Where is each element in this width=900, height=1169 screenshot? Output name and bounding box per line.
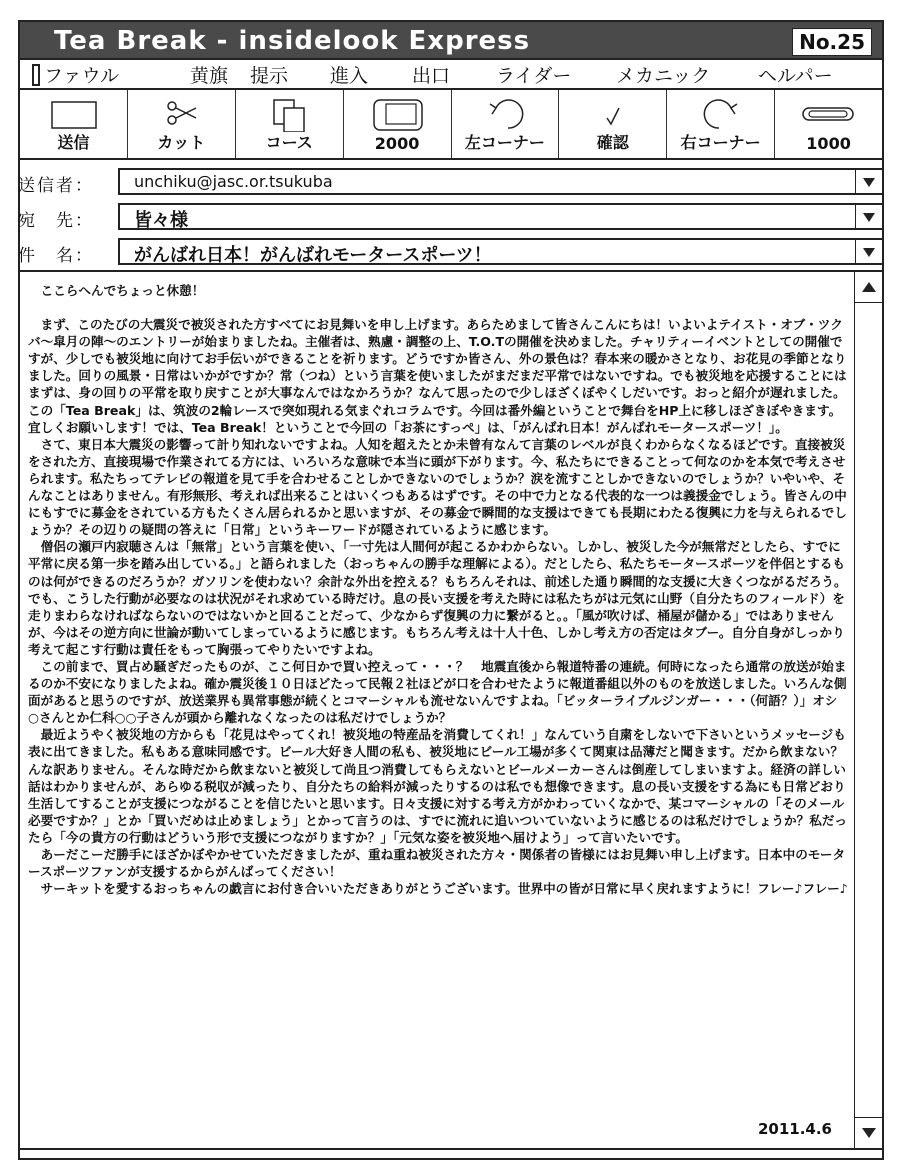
- paragraph: この前まで、買占め騒ぎだったものが、ここ何日かで買い控えって・・・？ 地震直後から報道特番の連続。何時になったら通常の放送が始まるのか不安になりましたよね。確か震災後１０日ほどたって民報２社ほどが口を合わせたように報道番組以外のものを放送しました。いろんな側面があると思うのですが、放送業界も異常事態が続くとコマーシャルも流せないんですよね。「ビッターライブルジンガー・・・（何語？）」オシ○さんとか仁科○○子さんが頭から離れなくなったのは私だけでしょうか？: [28, 658, 847, 726]
- 1000-button[interactable]: [775, 90, 882, 158]
- menu-item-foul[interactable]: ファウル: [44, 65, 120, 87]
- subject-label: 件 名：: [18, 246, 94, 266]
- from-value: unchiku@jasc.or.tsukuba: [134, 172, 333, 191]
- from-label: 送信者：: [18, 176, 94, 196]
- from-dropdown-icon[interactable]: [855, 170, 882, 193]
- confirm-button[interactable]: [559, 90, 667, 158]
- menu-item-board[interactable]: 提示: [250, 65, 289, 87]
- menu-item-entry[interactable]: 進入: [330, 65, 369, 87]
- left-corner-button[interactable]: [452, 90, 560, 158]
- paragraph: さて、東日本大震災の影響って計り知れないですよね。人知を超えたとか未曾有なんて言葉のレベルが良くわからなくなるほどです。直接被災をされた方、直接現場で作業されてる方には、いろいろな意味で本当に頭が下がります。今、私たちにできることって何なのかを本気で考えさせられます。私たちってテレビの報道を見て手を合わせることしかできないのでしょうか？涙を流すことしかできないのでしょうか？いやいや、そんなことはありません。有形無形、考えれば出来ることはいくつもあるはずです。その中で力となる代表的な一つは義援金でしょう。皆さんの中にもすでに募金をされている方もたくさん居られるかと思いますが、その募金で瞬間的な支援はできても長期にわたる復興に力を与えられるでしょうか？その辺りの疑問の答えに「日常」というキーワードが隠されているように感じます。: [28, 436, 847, 538]
- 2000-label: 2000: [374, 134, 420, 153]
- paragraph: 最近ようやく被災地の方からも「花見はやってくれ！被災地の特産品を消費してくれ！」なんていう自粛をしないで下さいというメッセージも表に出てきました。私もある意味同感です。ビール大好き人間の私も、被災地にビール工場が多くて関東は品薄だと聞きます。だから飲まない？んな訳ありません。そんな時だから飲まないと被災して尚且つ消費してもらえないとビールメーカーさんは倒産してしまいますよ。経済の詳しい話はわかりませんが、あらゆる税収が減ったり、自分たちの給料が減ったりするのは私でも想像できます。息の長い支援をする為にも日常どおり生活してすることが支援につながることを信じたいと思います。日々支援に対する考え方がかわっていくなかで、某コマーシャルの「そのメール必要ですか？」とか「買いだめは止めましょう」とかって言うのは、すでに流れに追いついていないように感じるのは私だけでしょうか？私だったら「今の貴方の行動はどういう形で支援につながりますか？」「元気な姿を被災地へ届けよう」って言いたいです。: [28, 727, 847, 845]
- scroll-up-icon[interactable]: [855, 272, 882, 303]
- paragraph: サーキットを愛するおっちゃんの戯言にお付き合いいただきありがとうございます。世界中の皆が日常に早く戻れますように！フレー♪フレー♪: [40, 881, 848, 897]
- menu-item-helper[interactable]: ヘルパー: [758, 65, 833, 87]
- menu-item-yellow-flag[interactable]: 黄旗: [190, 65, 229, 87]
- window-title: Tea Break - insidelook Express: [54, 26, 531, 56]
- send-icon: [20, 98, 127, 132]
- to-value: 皆々様: [134, 210, 188, 231]
- menu-item-rider[interactable]: ライダー: [496, 65, 572, 87]
- right-corner-label: 右コーナー: [680, 133, 761, 152]
- to-field[interactable]: [118, 203, 884, 230]
- confirm-label: 確認: [596, 133, 629, 152]
- issue-number-badge: No.25: [792, 28, 872, 56]
- paperclip-icon: [775, 98, 882, 132]
- course-label: コース: [265, 133, 313, 152]
- paste-icon: [344, 98, 451, 132]
- from-field[interactable]: [118, 168, 884, 195]
- subject-value: がんばれ日本！がんばれモータースポーツ！: [134, 245, 492, 266]
- check-icon: [559, 98, 666, 132]
- paragraph: あーだこーだ勝手にほざかぼやかせていただきましたが、重ね重ね被災された方々・関係者の皆様にはお見舞い申し上げます。日本中のモータースポーツファンが支援するからがんばってください！: [28, 847, 846, 880]
- cut-label: カット: [157, 133, 206, 152]
- scissors-icon: [128, 98, 235, 132]
- send-label: 送信: [57, 133, 90, 152]
- message-date: 2011.4.6: [757, 1120, 832, 1138]
- copy-icon: [236, 98, 343, 132]
- right-corner-button[interactable]: [667, 90, 775, 158]
- 1000-label: 1000: [806, 134, 851, 153]
- left-corner-label: 左コーナー: [464, 133, 545, 152]
- message-body[interactable]: [18, 270, 884, 1150]
- to-dropdown-icon[interactable]: [855, 205, 882, 228]
- scrollbar[interactable]: [854, 272, 882, 1148]
- course-button[interactable]: [236, 90, 344, 158]
- paragraph: 僧侶の瀬戸内寂聴さんは「無常」という言葉を使い、「一寸先は人間何が起こるかわからない。しかし、被災した今が無常だとしたら、すでに平常に戻る第一歩を踏み出している。」と語られました（おっちゃんの勝手な理解による）。だとしたら、私たちモータースポーツを伴侶とするものは何ができるのだろうか？ガソリンを使わない？余計な外出を控える？もちろんそれは、前述した通り瞬間的な支援に大きくつながるだろう。でも、こうした行動が必要なのは状況がそれ求めている時だけ。息の長い支援を考えた時には私たちがは元気に山野（自分たちのフィールド）を走りまわらなければならないのではないかと回ることだって、少なからず復興の力に繋がると。。「風が吹けば、桶屋が儲かる」ではありませんが、今はその逆方向に世論が動いてしまっているように感じます。もちろん考えは十人十色、しかし考え方の否定はタブー。自分自身がしっかり考えて起こす行動は責任をもって胸張ってやりたいですよね。: [28, 539, 847, 657]
- subject-field[interactable]: [118, 238, 884, 265]
- message-content: [28, 282, 848, 897]
- to-label: 宛 先：: [18, 211, 94, 231]
- menu-grip-icon: [32, 64, 40, 86]
- title-bar: [18, 20, 884, 60]
- cut-button[interactable]: [128, 90, 236, 158]
- 2000-button[interactable]: [344, 90, 452, 158]
- redo-icon: [667, 98, 774, 132]
- undo-icon: [452, 98, 559, 132]
- menu-bar: [18, 60, 884, 90]
- send-button[interactable]: [20, 90, 128, 158]
- subject-dropdown-icon[interactable]: [855, 240, 882, 263]
- greeting: ここらへんでちょっと休憩！: [40, 283, 205, 298]
- paragraph: まず、このたびの大震災で被災された方すべてにお見舞いを申し上げます。あらためまして皆さんこんにちは！いよいよテイスト・オブ・ツクバ～皐月の陣～のエントリーが始まりましたね。主催者は、熟慮・調整の上、T.O.Tの開催を決めました。チャリティーイベントとしての開催ですが、少しでも被災地に向けてお手伝いができることを祈ります。どうですか皆さん、外の景色は？春本来の暖かさとなり、お花見の季節となりました。回りの風景・日常はいかがですか？常（つね）という言葉を使いましたがまだまだ平常ではないですね。でも被災地を応援することにはまずは、身の回りの平常を取り戻すことが大事なんではなかろうか？なんて思ったので少しほざくぼやくしだいです。おっと紹介が遅れました。この「Tea Break」は、筑波の2輪レースで突如現れる気まぐれコラムです。今回は番外編ということで舞台をHP上に移しほざきぼやきます。宜しくお願いします！では、Tea Break！ということで今回の「お茶にすっぺ」は、「がんばれ日本！がんばれモータースポーツ！」。: [28, 317, 847, 435]
- menu-item-exit[interactable]: 出口: [412, 65, 451, 87]
- menu-item-mechanic[interactable]: メカニック: [616, 65, 711, 87]
- toolbar: [18, 90, 884, 160]
- scroll-down-icon[interactable]: [855, 1117, 882, 1148]
